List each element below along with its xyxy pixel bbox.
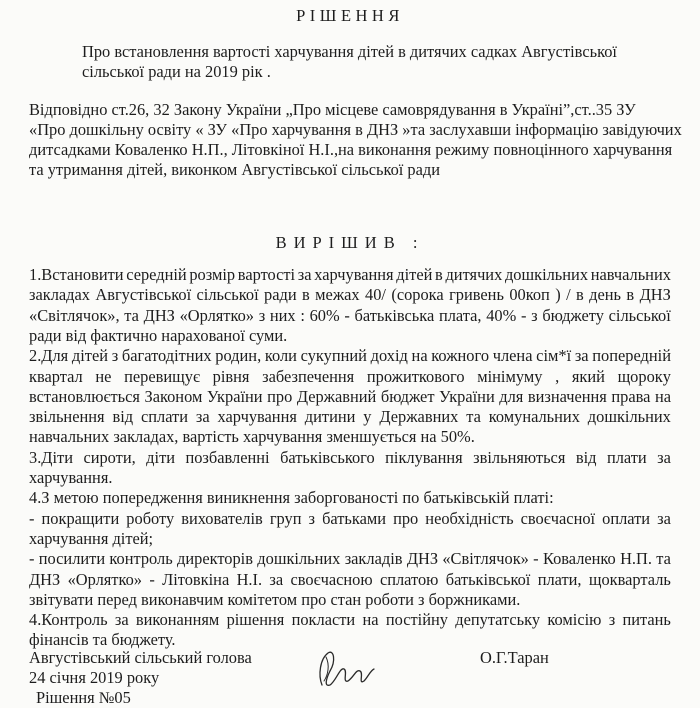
preamble-line-3: дитсадками Коваленко Н.П., Літовкіної Н.І.,на виконання режиму повноцінного харчування	[29, 140, 673, 159]
document-title: РІШЕННЯ	[296, 6, 404, 25]
signatory-name: О.Г.Таран	[480, 648, 549, 667]
body-line: 1.Встановити середній розмір вартості за харчування дітей в дитячих дошкільних навчальних	[29, 265, 671, 284]
body-line: фінансів та бюджету.	[29, 630, 176, 650]
body-line: встановлюється Законом України про Державний бюджет України для визначення права на	[29, 386, 671, 406]
body-line: харчування.	[29, 468, 113, 487]
subject-line-2: сільської ради на 2019 рік .	[82, 62, 271, 81]
body-line: харчування дітей;	[29, 528, 154, 548]
body-line: ДНЗ «Орлятко» - Літовкіна Н.І. за своєчасною сплатою батьківської плати, щокварталь	[29, 569, 671, 589]
body-line: 4.З метою попередження виникнення заборгованості по батьківській платі:	[29, 488, 554, 508]
body-line: навчальних закладах, вартість харчування зменшується на 50%.	[29, 427, 475, 447]
body-line: «Світлячок», та ДНЗ «Орлятко» з них : 60% - батьківська плата, 40% - з бюджету сільської	[29, 305, 671, 325]
body-line: 2.Для дітей з багатодітних родин, коли сукупний дохід на кожного члена сім*ї за попередній	[29, 346, 671, 366]
preamble-line-4: та утримання дітей, виконком Августівської сільської ради	[29, 160, 441, 179]
preamble-line-1: Відповідно ст.26, 32 Закону України „Про місцеве самоврядування в Україні”,ст..35 ЗУ	[29, 100, 636, 119]
subject-line-1: Про встановлення вартості харчування дітей в дитячих садках Августівської	[82, 42, 617, 61]
handwritten-signature	[308, 645, 378, 693]
preamble-line-2: «Про дошкільну освіту « ЗУ «Про харчування в ДНЗ »та заслухавши інформацію завідуючих	[29, 120, 682, 139]
decision-number: Рішення №05	[36, 688, 131, 707]
body-line: звітувати перед виконавчим комітетом про стан роботи з боржниками.	[29, 589, 521, 609]
body-line: закладах Августівської сільської ради в межах 40/ (сорока гривень 00коп ) / в день в ДНЗ	[29, 285, 671, 305]
signature-position: Августівський сільський голова	[29, 648, 252, 667]
body-line: звільнення від сплати за харчування дитини у Державних та комунальних дошкільних	[29, 407, 671, 427]
body-line: 4.Контроль за виконанням рішення покласти на постійну депутатську комісію з питань	[29, 610, 671, 630]
signature-date: 24 січня 2019 року	[29, 668, 160, 687]
body-line: квартал не перевищує рівня забезпечення прожиткового мінімуму , який щорокy	[29, 366, 671, 386]
body-line: - посилити контроль директорів дошкільних закладів ДНЗ «Світлячок» - Коваленко Н.П. та	[29, 549, 671, 569]
body-line: - покращити роботу вихователів груп з батьками про необхідність своєчасної оплати за	[29, 508, 671, 528]
body-line: 3.Діти сироти, діти позбавленні батьківського піклування звільняються від плати за	[29, 447, 671, 467]
body-line: ради від фактично нарахованої суми.	[29, 325, 288, 345]
decided-heading: ВИРІШИВ :	[275, 233, 425, 252]
